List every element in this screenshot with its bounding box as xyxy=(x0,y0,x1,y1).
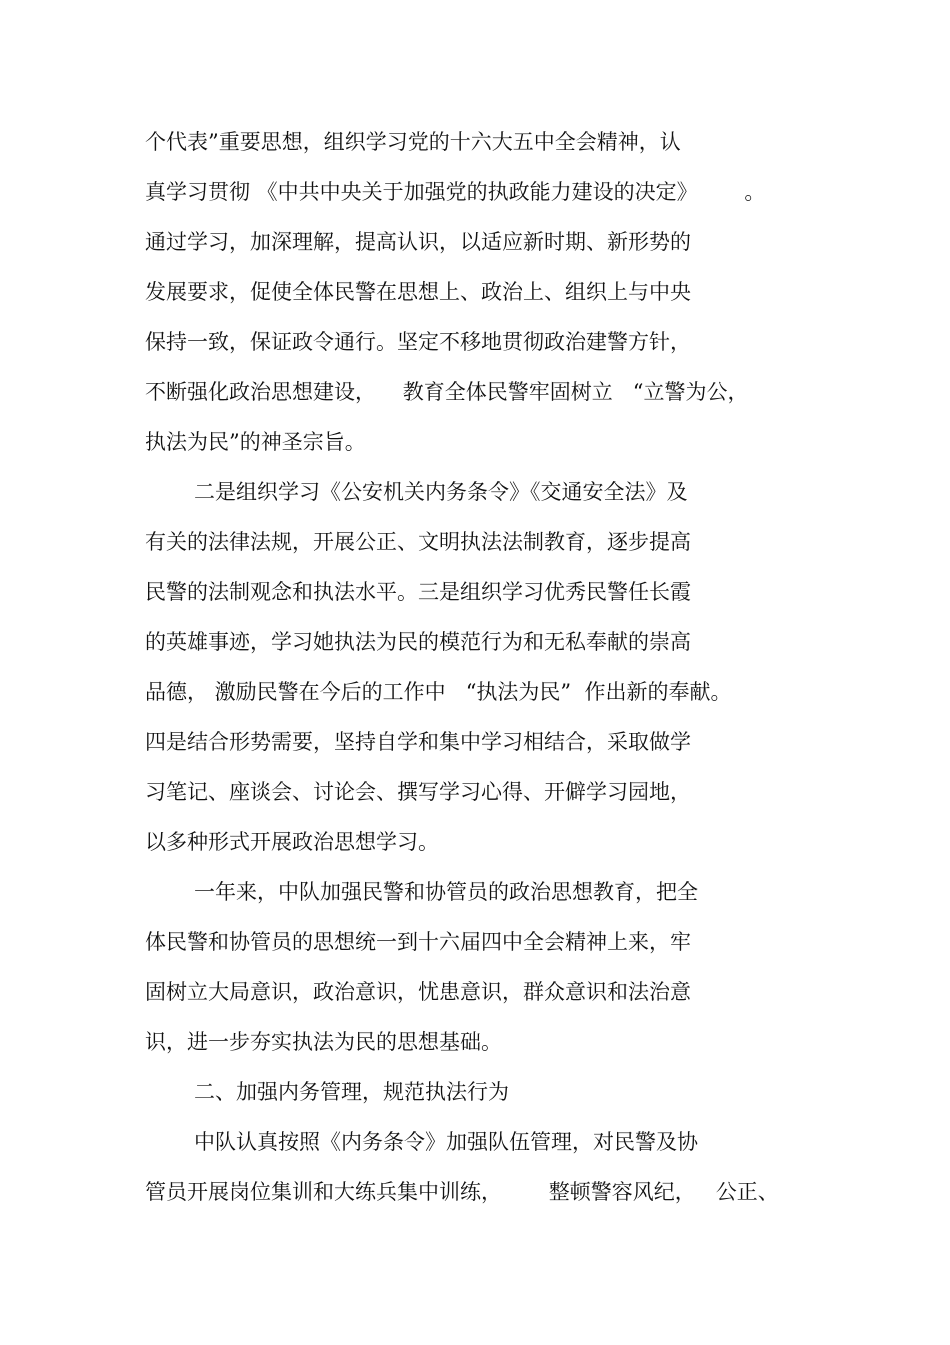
text-line: 执法为民”的神圣宗旨。 xyxy=(145,430,366,454)
paragraph-start-line: 中队认真按照《内务条令》加强队伍管理，对民警及协 xyxy=(194,1130,698,1154)
paragraph-start-line: 一年来，中队加强民警和协管员的政治思想教育，把全 xyxy=(194,880,698,904)
text-line: 以多种形式开展政治思想学习。 xyxy=(145,830,439,854)
text-line: 体民警和协管员的思想统一到十六届四中全会精神上来，牢 xyxy=(145,930,691,954)
text-line: 识，进一步夯实执法为民的思想基础。 xyxy=(145,1030,502,1054)
text-line: 四是结合形势需要，坚持自学和集中学习相结合，采取做学 xyxy=(145,730,691,754)
text-line: 通过学习，加深理解，提高认识，以适应新时期、新形势的 xyxy=(145,230,691,254)
text-line: 管员开展岗位集训和大练兵集中训练， 整顿警容风纪， 公正、 xyxy=(145,1180,779,1204)
text-line: 民警的法制观念和执法水平。三是组织学习优秀民警任长霞 xyxy=(145,580,691,604)
text-line: 有关的法律法规，开展公正、文明执法法制教育，逐步提高 xyxy=(145,530,691,554)
text-line: 不断强化政治思想建设， 教育全体民警牢固树立 “立警为公， xyxy=(145,380,749,404)
text-line: 发展要求，促使全体民警在思想上、政治上、组织上与中央 xyxy=(145,280,691,304)
text-line: 固树立大局意识，政治意识，忧患意识，群众意识和法治意 xyxy=(145,980,691,1004)
section-heading: 二、加强内务管理，规范执法行为 xyxy=(194,1080,509,1104)
text-line: 保持一致，保证政令通行。坚定不移地贯彻政治建警方针， xyxy=(145,330,691,354)
text-line: 个代表”重要思想，组织学习党的十六大五中全会精神，认 xyxy=(145,130,681,154)
text-line: 真学习贯彻 《中共中央关于加强党的执政能力建设的决定》 。 xyxy=(145,180,766,204)
text-line: 品德， 激励民警在今后的工作中 “执法为民” 作出新的奉献。 xyxy=(145,680,732,704)
text-line: 的英雄事迹，学习她执法为民的模范行为和无私奉献的崇高 xyxy=(145,630,691,654)
text-line: 习笔记、座谈会、讨论会、撰写学习心得、开僻学习园地， xyxy=(145,780,691,804)
paragraph-start-line: 二是组织学习《公安机关内务条令》《交通安全法》及 xyxy=(194,480,688,504)
